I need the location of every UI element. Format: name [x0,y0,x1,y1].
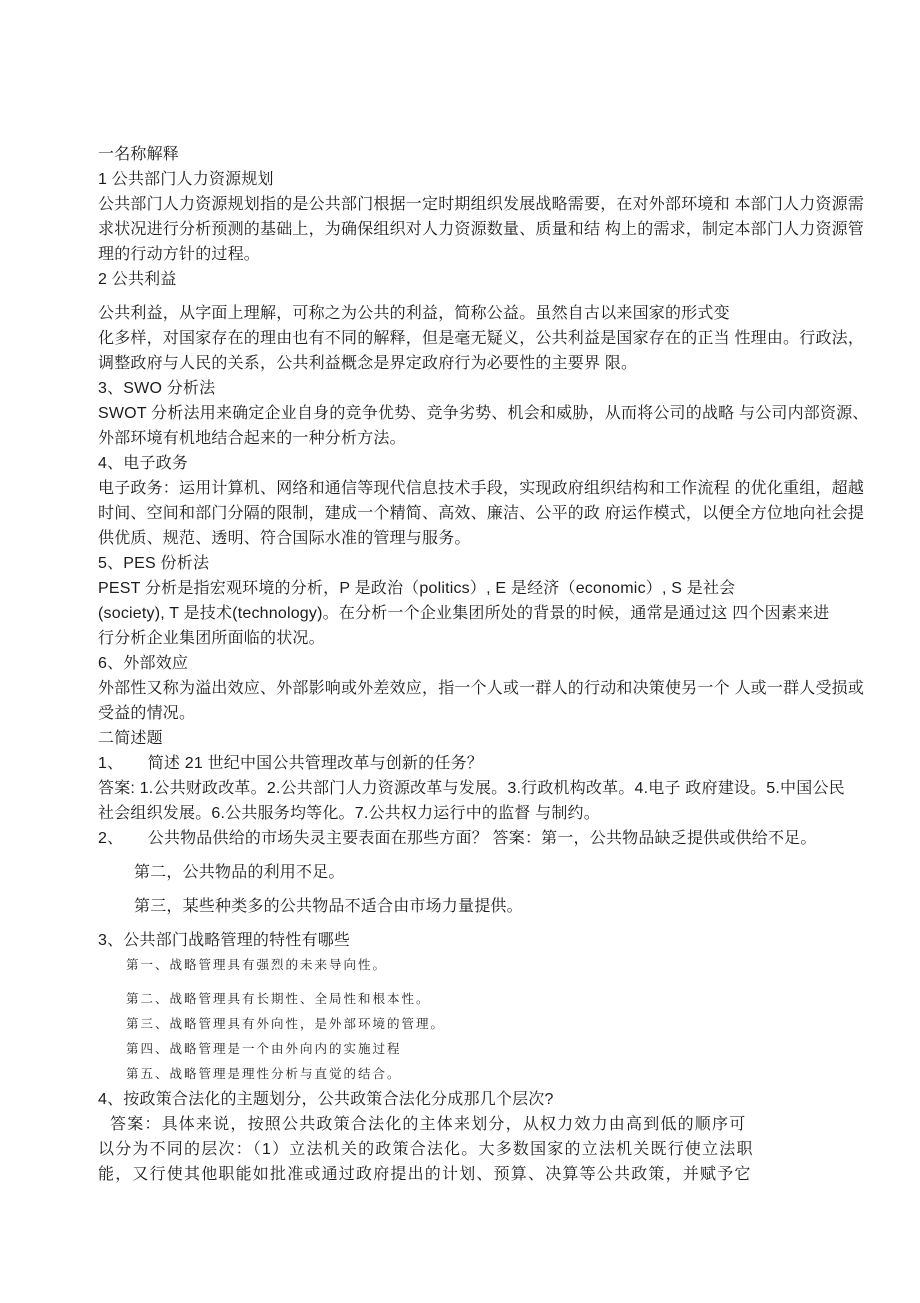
text-line: (society), T 是技术(technology)。在分析一个企业集团所处的背景的时候，通常是通过这 四个因素来进 [98,605,830,622]
text-line: 行分析企业集团所面临的状况。 [98,630,325,647]
text-line: 能，又行使其他职能如批准或通过政府提出的计划、预算、决算等公共政策，并赋予它 [98,1166,752,1183]
text-line: 理的行动方针的过程。 [98,246,261,263]
text-line: 调整政府与人民的关系，公共利益概念是界定政府行为必要性的主要界 限。 [98,355,638,372]
text-line: 1 公共部门人力资源规划 [98,171,274,188]
text-line: 第二，公共物品的利用不足。 [134,864,345,881]
text-line: 答案: 1.公共财政改革。2.公共部门人力资源改革与发展。3.行政机构改革。4.电子 政府建设。5.中国公民 [98,780,845,797]
text-line: 第三，某些种类多的公共物品不适合由市场力量提供。 [134,898,523,915]
text-line: 二简述题 [98,730,163,747]
text-line: 求状况进行分析预测的基础上，为确保组织对人力资源数量、质量和结 构上的需求，制定本部门人力资源管 [98,221,865,238]
text-line: 时间、空间和部门分隔的限制，建成一个精简、高效、廉洁、公平的政 府运作模式，以便全方位地向社会提 [98,505,865,522]
text-line: 第一、战略管理具有强烈的未来导向性。 [126,958,388,972]
text-line: 第二、战略管理具有长期性、全局性和根本性。 [126,992,431,1006]
text-line: 电子政务：运用计算机、网络和通信等现代信息技术手段，实现政府组织结构和工作流程 的优化重组，超越 [98,480,865,497]
text-line: 化多样，对国家存在的理由也有不同的解释，但是毫无疑义，公共利益是国家存在的正当 性理由。行政法， [98,330,865,347]
text-line: 社会组织发展。6.公共服务均等化。7.公共权力运行中的监督 与制约。 [98,805,600,822]
text-line: 5、PES 份析法 [98,555,210,572]
text-line: 公共利益，从字面上理解，可称之为公共的利益，简称公益。虽然自古以来国家的形式变 [98,305,730,322]
text-line: 第四、战略管理是一个由外向内的实施过程 [126,1042,402,1056]
text-line: 3、SWO 分析法 [98,380,216,397]
text-line: 供优质、规范、透明、符合国际水准的管理与服务。 [98,530,471,547]
text-line: 答案：具体来说，按照公共政策合法化的主体来划分，从权力效力由高到低的顺序可 [110,1116,747,1133]
text-line: 4、电子政务 [98,455,189,472]
text-line: 3、公共部门战略管理的特性有哪些 [98,932,351,949]
text-line: 第五、战略管理是理性分析与直觉的结合。 [126,1067,402,1081]
text-line: 2 公共利益 [98,271,177,288]
document-content [98,142,869,1187]
text-line: 4、按政策合法化的主题划分，公共政策合法化分成那几个层次? [98,1091,554,1108]
text-line: 公共部门人力资源规划指的是公共部门根据一定时期组织发展战略需要，在对外部环境和 本部门人力资源需 [98,196,865,213]
text-line: 第三、战略管理具有外向性，是外部环境的管理。 [126,1017,446,1031]
text-line: 1、 简述 21 世纪中国公共管理改革与创新的任务？ [98,755,483,772]
text-line: 以分为不同的层次：（1）立法机关的政策合法化。大多数国家的立法机关既行使立法职 [98,1141,754,1158]
text-line: PEST 分析是指宏观环境的分析，P 是政治（politics）, E 是经济（economic）, S 是社会 [98,580,736,597]
text-line: 2、 公共物品供给的市场失灵主要表面在那些方面？ 答案：第一，公共物品缺乏提供或供给不足。 [98,830,817,847]
text-line: 一名称解释 [98,146,180,163]
text-line: 外部性又称为溢出效应、外部影响或外差效应，指一个人或一群人的行动和决策使另一个 人或一群人受损或 [98,680,865,697]
text-line: SWOT 分析法用来确定企业自身的竞争优势、竞争劣势、机会和威胁，从而将公司的战略 与公司内部资源、 [98,405,869,422]
text-line: 6、外部效应 [98,655,189,672]
text-line: 受益的情况。 [98,705,196,722]
text-line: 外部环境有机地结合起来的一种分析方法。 [98,430,406,447]
